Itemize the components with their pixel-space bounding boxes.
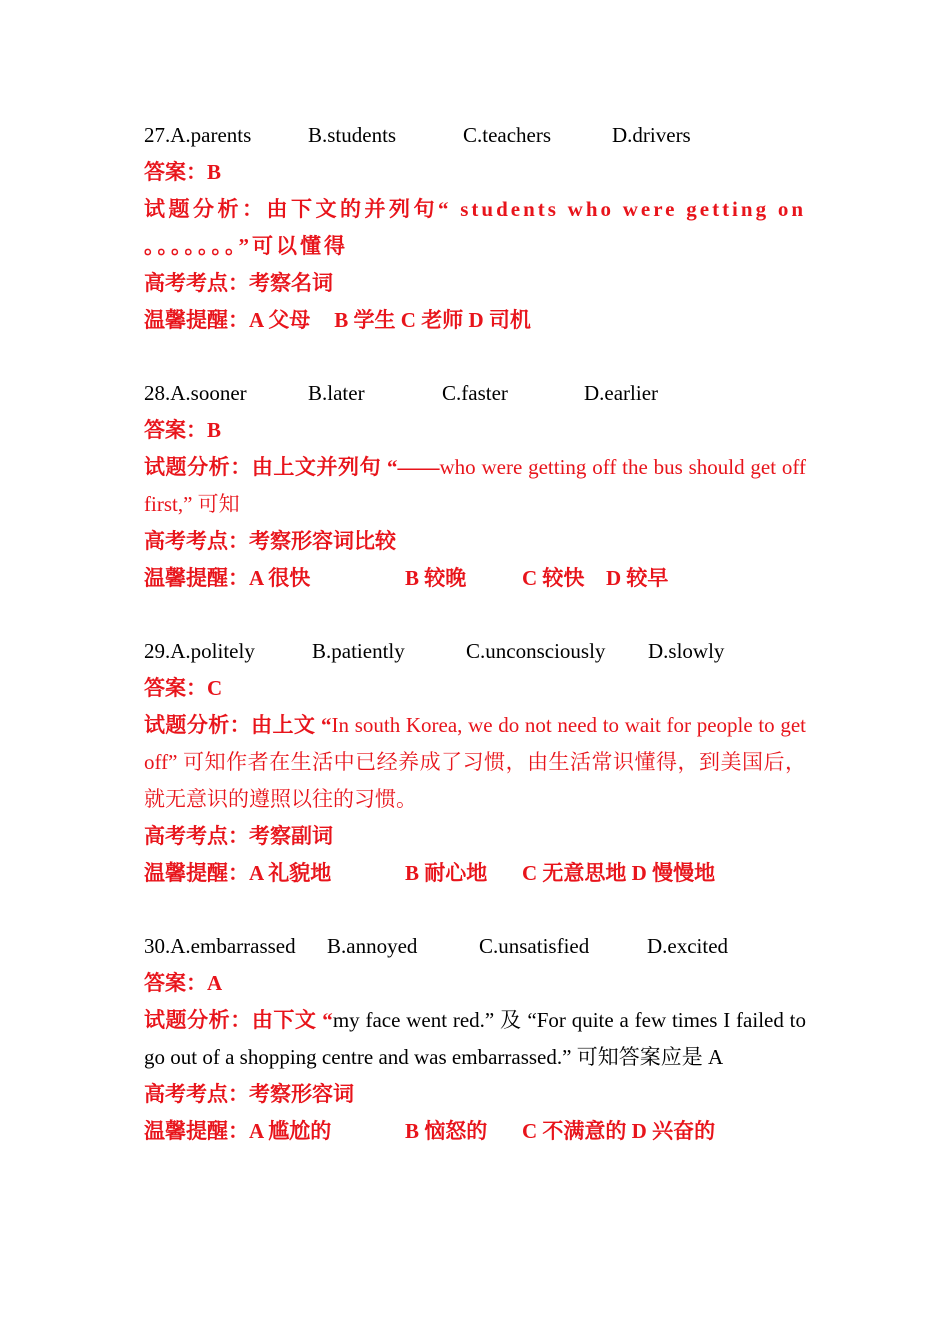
exam-point: 高考考点：考察名词	[144, 271, 333, 295]
analysis-label: 试题分析：	[144, 455, 252, 479]
hint	[144, 1113, 806, 1150]
options-row	[144, 117, 806, 154]
hint-item: B 较晚	[405, 566, 467, 590]
question-28	[144, 375, 806, 597]
option-c: C.faster	[442, 381, 508, 405]
hint	[144, 560, 806, 597]
analysis-text: In south Korea, we do not need to wait for people to get off” 可知作者在生活中已经养成了习惯，由生活常识懂得，到美国后，就无意识的遵照以往的习惯。	[144, 713, 807, 811]
options-row	[144, 633, 806, 670]
option-d: D.drivers	[612, 123, 691, 147]
question-27	[144, 117, 806, 339]
option-a: 29.A.politely	[144, 639, 255, 663]
option-c: C.teachers	[463, 123, 552, 147]
options-row	[144, 928, 806, 965]
option-c: C.unsatisfied	[479, 934, 590, 958]
hint-item: D 较早	[606, 566, 669, 590]
option-b: B.later	[308, 381, 365, 405]
option-b: B.patiently	[312, 639, 405, 663]
hint-item: C 较快	[522, 566, 585, 590]
analysis	[144, 1002, 806, 1076]
analysis-label: 试题分析：	[144, 197, 267, 221]
option-d: D.excited	[647, 934, 729, 958]
option-d: D.slowly	[648, 639, 725, 663]
analysis	[144, 191, 806, 265]
hint-item: B 学生 C 老师 D 司机	[334, 308, 531, 332]
option-d: D.earlier	[584, 381, 659, 405]
option-a: 28.A.sooner	[144, 381, 247, 405]
hint	[144, 302, 806, 339]
analysis-text: 由下文的并列句“ students who were getting on 。。。。。。。”可以懂得	[144, 197, 806, 258]
hint-label: 温馨提醒：	[144, 308, 249, 332]
analysis	[144, 449, 806, 523]
exam-point: 高考考点：考察副词	[144, 824, 333, 848]
option-c: C.unconsciously	[466, 639, 606, 663]
answer: 答案：A	[144, 971, 223, 995]
analysis	[144, 707, 806, 818]
document-page	[144, 117, 806, 1186]
analysis-label: 试题分析：	[144, 1008, 252, 1032]
answer: 答案：B	[144, 418, 222, 442]
analysis-text: who were getting off the bus should get off first,” 可知	[144, 455, 806, 516]
hint-item: C 不满意的 D 兴奋的	[522, 1119, 716, 1143]
hint-label: 温馨提醒：	[144, 1119, 249, 1143]
analysis-bold: 由上文 “	[251, 713, 332, 737]
hint-item: B 恼怒的	[405, 1119, 488, 1143]
hint-item: C 无意思地 D 慢慢地	[522, 861, 716, 885]
hint-item: A 父母	[249, 308, 311, 332]
exam-point: 高考考点：考察形容词	[144, 1082, 354, 1106]
analysis-label: 试题分析：	[144, 713, 252, 737]
answer: 答案：C	[144, 676, 223, 700]
answer: 答案：B	[144, 160, 222, 184]
option-a: 27.A.parents	[144, 123, 252, 147]
option-a: 30.A.embarrassed	[144, 934, 296, 958]
exam-point: 高考考点：考察形容词比较	[144, 529, 396, 553]
hint-item: A 尴尬的	[249, 1119, 332, 1143]
option-b: B.annoyed	[327, 934, 418, 958]
analysis-bold: 由下文 “	[251, 1008, 333, 1032]
hint-item: B 耐心地	[405, 861, 488, 885]
options-row	[144, 375, 806, 412]
hint-item: A 很快	[249, 566, 311, 590]
hint-label: 温馨提醒：	[144, 566, 249, 590]
analysis-text: my face went red.” 及 “For quite a few times I failed to go out of a shopping centre and was embarrassed.” 可知答案应是 A	[144, 1008, 807, 1069]
question-29	[144, 633, 806, 892]
hint-item: A 礼貌地	[249, 861, 332, 885]
option-b: B.students	[308, 123, 397, 147]
hint	[144, 855, 806, 892]
hint-label: 温馨提醒：	[144, 861, 249, 885]
analysis-bold: 由上文并列句 “——	[251, 455, 440, 479]
question-30	[144, 928, 806, 1150]
